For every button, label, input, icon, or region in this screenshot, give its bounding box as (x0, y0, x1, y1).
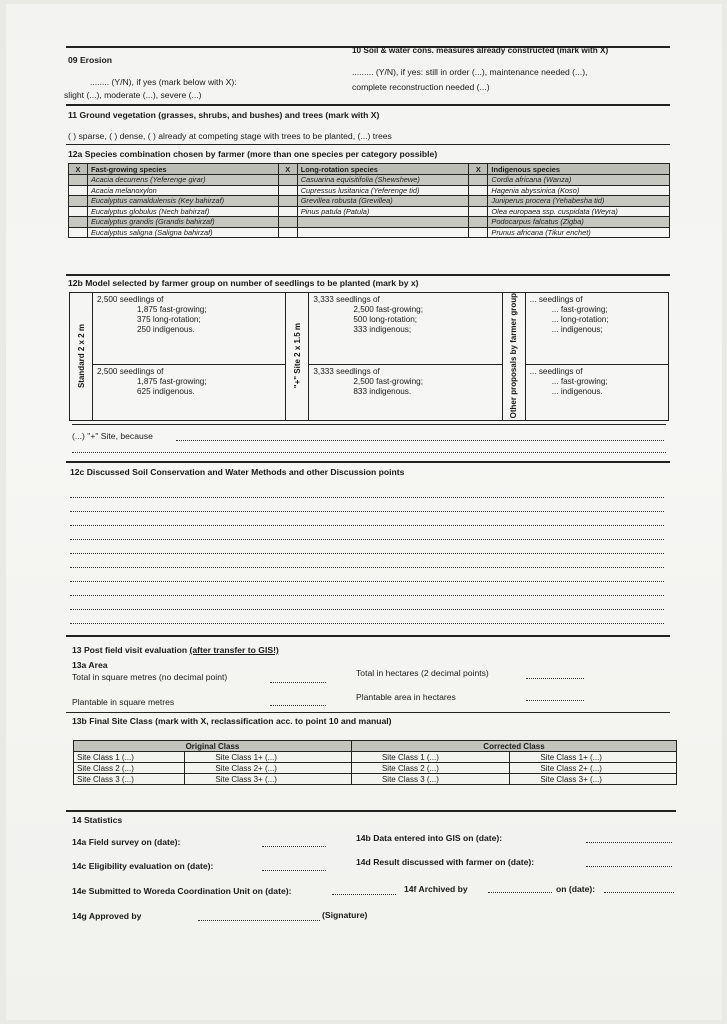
table-row (69, 227, 670, 238)
archived-by-field[interactable] (488, 892, 552, 893)
field-survey-date-field[interactable] (262, 846, 326, 847)
species-cell: Prunus africana (Tikur enchet) (488, 227, 670, 238)
erosion-severity-line: slight (...), moderate (...), severe (...) (64, 90, 202, 100)
mark-cell[interactable] (69, 217, 88, 228)
species-cell: Olea europaea ssp. cuspidata (Weyra) (488, 206, 670, 217)
long-mark-header: X (278, 164, 297, 175)
eligibility-label: 14c Eligibility evaluation on (date): (72, 861, 214, 871)
species-cell: Eucalyptus globulus (Nech bahirzaf) (88, 206, 279, 217)
species-cell: Casuarina equisitifolia (Shewshewe) (297, 175, 469, 186)
table-row (69, 175, 670, 186)
divider-13b (66, 712, 670, 713)
mark-cell[interactable] (69, 175, 88, 186)
total-sqm-field[interactable] (270, 682, 326, 683)
plantable-ha-field[interactable] (526, 700, 584, 701)
table-row (69, 196, 670, 207)
statistics-title: 14 Statistics (72, 815, 123, 825)
original-class-3-plus[interactable]: Site Class 3+ (...) (185, 774, 352, 785)
fast-mark-header: X (69, 164, 88, 175)
result-discussed-label: 14d Result discussed with farmer on (date): (356, 857, 535, 867)
ground-vegetation-options: ( ) sparse, ( ) dense, ( ) already at competing stage with trees to be planted, (...) trees (68, 131, 392, 141)
table-row (74, 774, 677, 785)
table-row (69, 185, 670, 196)
mark-cell[interactable] (69, 227, 88, 238)
mark-cell[interactable] (278, 185, 297, 196)
mark-cell[interactable] (278, 175, 297, 186)
discussion-title: 12c Discussed Soil Conservation and Water Methods and other Discussion points (70, 467, 405, 477)
discussion-line[interactable] (70, 511, 664, 512)
discussion-line[interactable] (70, 609, 664, 610)
species-cell: Cupressus lusitanica (Yeferenge tid) (297, 185, 469, 196)
eligibility-date-field[interactable] (262, 870, 326, 871)
discussion-line[interactable] (70, 567, 664, 568)
site-option-2[interactable]: 3,333 seedlings of 2,500 fast-growing; 833 indigenous. (309, 365, 502, 421)
total-ha-label: Total in hectares (2 decimal points) (356, 668, 489, 678)
mark-cell[interactable] (278, 217, 297, 228)
mark-cell[interactable] (69, 185, 88, 196)
table-row (74, 752, 677, 763)
species-cell: Grevillea robusta (Grevillea) (297, 196, 469, 207)
original-class-3[interactable]: Site Class 3 (...) (74, 774, 185, 785)
discussion-line[interactable] (70, 623, 664, 624)
corrected-class-2-plus[interactable]: Site Class 2+ (...) (510, 763, 677, 774)
corrected-class-1-plus[interactable]: Site Class 1+ (...) (510, 752, 677, 763)
species-cell: Acacia decurrens (Yeferenge girar) (88, 175, 279, 186)
soil-water-title: 10 Soil & water cons. measures already constructed (mark with X) (352, 46, 609, 55)
indig-mark-header: X (469, 164, 488, 175)
standard-label: Standard 2 x 2 m (70, 293, 93, 421)
original-class-2-plus[interactable]: Site Class 2+ (...) (185, 763, 352, 774)
plantable-ha-label: Plantable area in hectares (356, 692, 456, 702)
species-cell: Podocarpus falcatus (Zigba) (488, 217, 670, 228)
species-cell: Eucalyptus saligna (Saligna bahirzaf) (88, 227, 279, 238)
species-cell: Juniperus procera (Yehabesha tid) (488, 196, 670, 207)
mark-cell[interactable] (278, 206, 297, 217)
because-line-2[interactable] (72, 452, 666, 453)
standard-option-2[interactable]: 2,500 seedlings of 1,875 fast-growing; 625 indigenous. (93, 365, 286, 421)
archived-date-field[interactable] (604, 892, 674, 893)
long-rotation-header: Long-rotation species (297, 164, 469, 175)
mark-cell[interactable] (69, 196, 88, 207)
site-label: "+" Site 2 x 1.5 m (286, 293, 309, 421)
post-field-title: 13 Post field visit evaluation (after transfer to GIS!) (72, 645, 279, 655)
site-because-label: (...) "+" Site, because (72, 431, 153, 441)
site-option-1[interactable]: 3,333 seedlings of 2,500 fast-growing; 500 long-rotation; 333 indigenous; (309, 293, 502, 365)
species-cell: Pinus patula (Patula) (297, 206, 469, 217)
plantable-sqm-label: Plantable in square metres (72, 697, 175, 707)
standard-option-1[interactable]: 2,500 seedlings of 1,875 fast-growing; 375 long-rotation; 250 indigenous. (93, 293, 286, 365)
gis-entered-date-field[interactable] (586, 842, 672, 843)
corrected-class-2[interactable]: Site Class 2 (...) (351, 763, 509, 774)
original-class-1[interactable]: Site Class 1 (...) (74, 752, 185, 763)
corrected-class-header: Corrected Class (351, 741, 676, 752)
soil-water-order-line: ......... (Y/N), if yes: still in order (...), maintenance needed (...), (352, 67, 588, 77)
other-option-1[interactable]: ... seedlings of ... fast-growing; ... long-rotation; ... indigenous; (525, 293, 668, 365)
table-row (69, 206, 670, 217)
archived-date-label: on (date): (556, 884, 596, 894)
result-discussed-date-field[interactable] (586, 866, 672, 867)
signature-label: (Signature) (322, 910, 368, 920)
species-cell: Eucalyptus camaldulensis (Key bahirzaf) (88, 196, 279, 207)
table-row (74, 763, 677, 774)
mark-cell[interactable] (469, 227, 488, 238)
species-table (68, 163, 670, 238)
mark-cell[interactable] (469, 206, 488, 217)
mark-cell[interactable] (469, 217, 488, 228)
mark-cell[interactable] (469, 196, 488, 207)
species-cell: Acacia melanoxylon (88, 185, 279, 196)
discussion-line[interactable] (70, 553, 664, 554)
corrected-class-1[interactable]: Site Class 1 (...) (351, 752, 509, 763)
table-row (69, 217, 670, 228)
area-title: 13a Area (72, 660, 108, 670)
ground-vegetation-title: 11 Ground vegetation (grasses, shrubs, and bushes) and trees (mark with X) (68, 110, 380, 120)
table-row (70, 365, 669, 421)
discussion-line[interactable] (70, 595, 664, 596)
original-class-header: Original Class (74, 741, 352, 752)
original-class-1-plus[interactable]: Site Class 1+ (...) (185, 752, 352, 763)
species-title: 12a Species combination chosen by farmer (more than one species per category possible) (68, 149, 438, 159)
mark-cell[interactable] (278, 196, 297, 207)
discussion-line[interactable] (70, 497, 664, 498)
species-cell: Eucalyptus grandis (Grandis bahirzaf) (88, 217, 279, 228)
mark-cell[interactable] (69, 206, 88, 217)
divider-12c (66, 461, 670, 463)
erosion-yn-line: ........ (Y/N), if yes (mark below with X): (90, 77, 237, 87)
class-header-row (74, 741, 677, 752)
model-table (69, 292, 669, 421)
divider-11 (66, 104, 670, 106)
erosion-title: 09 Erosion (68, 55, 112, 65)
species-cell (297, 217, 469, 228)
gis-entered-label: 14b Data entered into GIS on (date): (356, 833, 503, 843)
mark-cell[interactable] (278, 227, 297, 238)
submitted-woreda-label: 14e Submitted to Woreda Coordination Unit on (date): (72, 886, 292, 896)
species-cell: Cordia africana (Wanza) (488, 175, 670, 186)
divider-13 (66, 635, 670, 637)
mark-cell[interactable] (469, 175, 488, 186)
discussion-line[interactable] (70, 539, 664, 540)
because-top-line (72, 424, 666, 425)
site-class-table (73, 740, 677, 785)
model-title: 12b Model selected by farmer group on number of seedlings to be planted (mark by x) (68, 278, 419, 288)
total-sqm-label: Total in square metres (no decimal point) (72, 672, 228, 682)
total-ha-field[interactable] (526, 678, 584, 679)
corrected-class-3[interactable]: Site Class 3 (...) (351, 774, 509, 785)
species-cell (297, 227, 469, 238)
divider-12b (66, 274, 670, 276)
corrected-class-3-plus[interactable]: Site Class 3+ (...) (510, 774, 677, 785)
other-proposals-label: Other proposals by farmer group (502, 293, 525, 421)
approved-by-label: 14g Approved by (72, 911, 142, 921)
other-option-2[interactable]: ... seedlings of ... fast-growing; ... indigenous. (525, 365, 668, 421)
indigenous-header: Indigenous species (488, 164, 670, 175)
approved-by-field[interactable] (198, 920, 320, 921)
because-line[interactable] (176, 440, 664, 441)
mark-cell[interactable] (469, 185, 488, 196)
discussion-line[interactable] (70, 581, 664, 582)
soil-water-reconstruction-line: complete reconstruction needed (...) (352, 82, 490, 92)
original-class-2[interactable]: Site Class 2 (...) (74, 763, 185, 774)
site-class-title: 13b Final Site Class (mark with X, reclassification acc. to point 10 and manual) (72, 716, 392, 726)
field-survey-label: 14a Field survey on (date): (72, 837, 181, 847)
species-header-row (69, 164, 670, 175)
table-row (70, 293, 669, 365)
divider-12a (66, 144, 670, 145)
divider-14 (66, 810, 676, 812)
discussion-line[interactable] (70, 525, 664, 526)
archived-by-label: 14f Archived by (404, 884, 468, 894)
submitted-woreda-date-field[interactable] (332, 894, 396, 895)
plantable-sqm-field[interactable] (270, 705, 326, 706)
species-cell: Hagenia abyssinica (Koso) (488, 185, 670, 196)
fast-growing-header: Fast-growing species (88, 164, 279, 175)
